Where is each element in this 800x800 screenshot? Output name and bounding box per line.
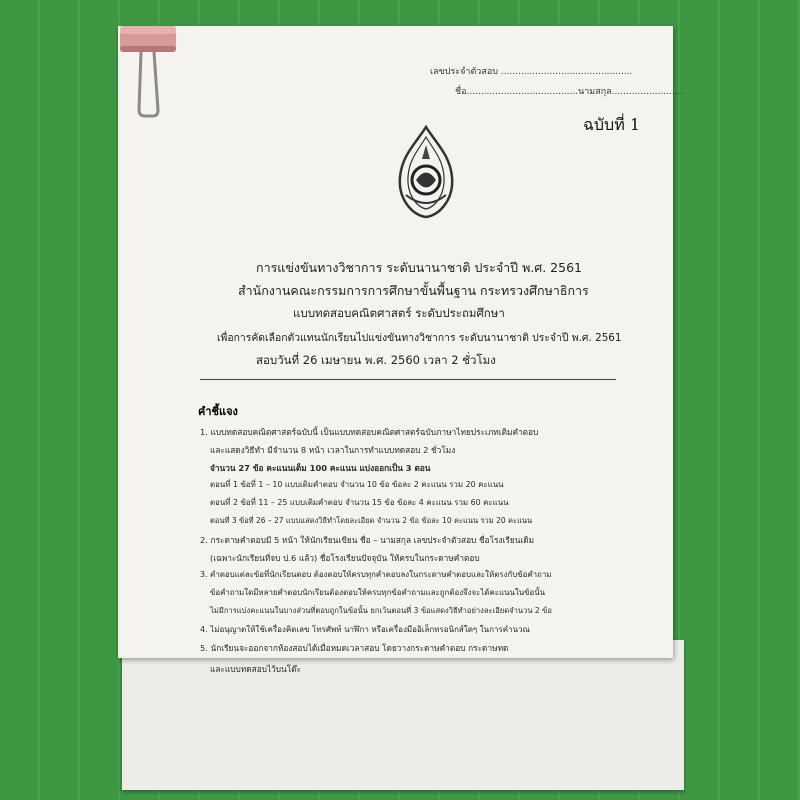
- instruction-line: ไม่มีการแบ่งคะแนนในบางส่วนที่ตอบถูกในข้อนั้น ยกเว้นตอนที่ 3 ข้อแสดงวิธีทำอย่างละเอียดจำนวน 2 ข้อ: [210, 606, 552, 615]
- obec-emblem-icon: [392, 125, 460, 220]
- instruction-line: 2. กระดาษคำตอบมี 5 หน้า ให้นักเรียนเขียน ชื่อ – นามสกุล เลขประจำตัวสอบ ชื่อโรงเรียนเดิม: [200, 535, 535, 545]
- name-field: ชื่อ.......................................นามสกุล.........................: [455, 87, 684, 97]
- instruction-line: 4. ไม่อนุญาตให้ใช้เครื่องคิดเลข โทรศัพท์ นาฬิกา หรือเครื่องมืออิเล็กทรอนิกส์ใดๆ ในการคำนวณ: [200, 625, 530, 634]
- instruction-line: ตอนที่ 1 ข้อที่ 1 – 10 แบบเติมคำตอบ จำนวน 10 ข้อ ข้อละ 2 คะแนน รวม 20 คะแนน: [210, 480, 504, 489]
- heading-line-4: เพื่อการคัดเลือกตัวแทนนักเรียนไปแข่งขันทางวิชาการ ระดับนานาชาติ ประจำปี พ.ศ. 2561: [217, 332, 622, 344]
- instruction-line: และแบบทดสอบไว้บนโต๊ะ: [210, 664, 302, 674]
- instructions-title: คำชี้แจง: [198, 405, 238, 418]
- copy-number: ฉบับที่ 1: [583, 115, 641, 134]
- heading-line-3: แบบทดสอบคณิตศาสตร์ ระดับประถมศึกษา: [293, 306, 505, 320]
- divider-line: [200, 379, 616, 380]
- heading-line-1: การแข่งขันทางวิชาการ ระดับนานาชาติ ประจำปี พ.ศ. 2561: [256, 260, 582, 275]
- instruction-line: (เฉพาะนักเรียนที่จบ ป.6 แล้ว) ชื่อโรงเรียนปัจจุบัน ให้ครบในกระดาษคำตอบ: [210, 553, 480, 563]
- instruction-line: ตอนที่ 2 ข้อที่ 11 – 25 แบบเติมคำตอบ จำนวน 15 ข้อ ข้อละ 4 คะแนน รวม 60 คะแนน: [210, 498, 509, 507]
- binder-clip-handle-icon: [135, 50, 161, 118]
- exam-number-field: เลขประจำตัวสอบ ..............................................: [430, 67, 633, 77]
- instruction-line: 3. คำตอบแต่ละข้อที่นักเรียนตอบ ต้องตอบให้ครบทุกคำตอบลงในกระดาษคำตอบและให้ตรงกับข้อคำถาม: [200, 570, 552, 579]
- instruction-line: ตอนที่ 3 ข้อที่ 26 – 27 แบบแสดงวิธีทำโดยละเอียด จำนวน 2 ข้อ ข้อละ 10 คะแนน รวม 20 คะแนน: [210, 516, 533, 525]
- instruction-line: 1. แบบทดสอบคณิตศาสตร์ฉบับนี้ เป็นแบบทดสอบคณิตศาสตร์ฉบับภาษาไทยประเภทเติมคำตอบ: [200, 427, 539, 437]
- heading-line-2: สำนักงานคณะกรรมการการศึกษาขั้นพื้นฐาน กระทรวงศึกษาธิการ: [238, 283, 589, 298]
- instruction-line: และแสดงวิธีทำ มีจำนวน 8 หน้า เวลาในการทำแบบทดสอบ 2 ชั่วโมง: [210, 445, 456, 455]
- instruction-line: ข้อคำถามใดมีหลายคำตอบนักเรียนต้องตอบให้ครบทุกข้อคำถามและถูกต้องจึงจะได้คะแนนในข้อนั้น: [210, 588, 546, 597]
- instruction-line: จำนวน 27 ข้อ คะแนนเต็ม 100 คะแนน แบ่งออกเป็น 3 ตอน: [210, 463, 431, 473]
- instruction-line: 5. นักเรียนจะออกจากห้องสอบได้เมื่อหมดเวลาสอบ โดยวางกระดาษคำตอบ กระดาษทด: [200, 643, 509, 653]
- underlying-paper-sheet: [122, 640, 684, 790]
- heading-line-5: สอบวันที่ 26 เมษายน พ.ศ. 2560 เวลา 2 ชั่วโมง: [256, 353, 496, 367]
